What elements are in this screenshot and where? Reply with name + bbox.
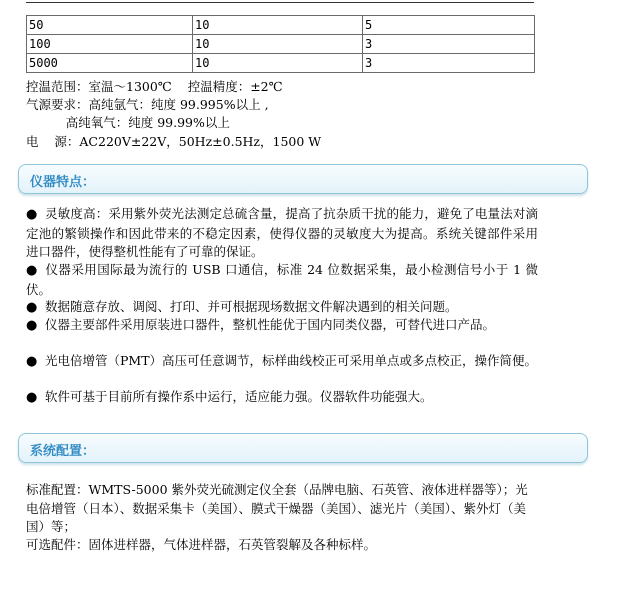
- feature-item: [26, 388, 538, 408]
- power-spec: 电 源：AC220V±22V，50Hz±0.5Hz，1500 W: [26, 134, 322, 149]
- feature-text: 软件可基于目前所有操作系中运行，适应能力强。仪器软件功能强大。: [45, 389, 433, 404]
- gas-requirement-oxygen: 高纯氧气：纯度 99.99%以上: [26, 115, 230, 130]
- feature-item: [26, 316, 538, 336]
- config-section-header: [18, 433, 588, 463]
- config-section-title: 系统配置：: [30, 444, 96, 459]
- feature-text: 光电倍增管（PMT）高压可任意调节，标样曲线校正可采用单点或多点校正，操作简便。: [45, 353, 538, 368]
- bullet-icon: ●: [26, 207, 38, 222]
- feature-item: [26, 298, 538, 318]
- temperature-spec: 控温范围：室温～1300℃ 控温精度：±2℃: [26, 79, 283, 94]
- table-cell: 10: [193, 16, 363, 35]
- feature-text: 灵敏度高：采用紫外荧光法测定总硫含量，提高了抗杂质干扰的能力，避免了电量法对滴定池的繁锁操作和因此带来的不稳定因素，使得仪器的灵敏度大为提高。系统关键部件采用进口器件，使得整机性能有了可靠的保证。: [26, 206, 538, 259]
- feature-item: [26, 352, 538, 372]
- feature-text: 仪器采用国际最为流行的 USB 口通信，标准 24 位数据采集，最小检测信号小于 1 微伏。: [26, 262, 538, 297]
- table-cell: 5000: [27, 54, 193, 73]
- table-row: [27, 54, 535, 73]
- bullet-icon: ●: [26, 318, 38, 333]
- top-rule: [26, 2, 534, 3]
- feature-item: [26, 205, 538, 262]
- table-cell: 3: [363, 54, 535, 73]
- bullet-icon: ●: [26, 390, 38, 405]
- table-row: [27, 35, 535, 54]
- table-cell: 50: [27, 16, 193, 35]
- optional-config: 可选配件：固体进样器，气体进样器，石英管裂解及各种标样。: [26, 537, 377, 552]
- table-cell: 3: [363, 35, 535, 54]
- features-section-header: [18, 164, 588, 194]
- feature-item: [26, 261, 538, 299]
- standard-config: 标准配置：WMTS-5000 紫外荧光硫测定仪全套（品牌电脑、石英管、液体进样器等）；光电倍增管（日本）、数据采集卡（美国）、膜式干燥器（美国）、滤光片（美国）、紫外灯（美国）等；: [26, 482, 528, 534]
- features-section-title: 仪器特点：: [30, 175, 96, 190]
- table-cell: 10: [193, 54, 363, 73]
- bullet-icon: ●: [26, 300, 38, 315]
- parameter-table: [26, 15, 535, 73]
- bullet-icon: ●: [26, 263, 38, 278]
- feature-text: 仪器主要部件采用原装进口器件，整机性能优于国内同类仪器，可替代进口产品。: [45, 317, 496, 332]
- bullet-icon: ●: [26, 354, 38, 369]
- table-cell: 100: [27, 35, 193, 54]
- table-cell: 10: [193, 35, 363, 54]
- table-row: [27, 16, 535, 35]
- feature-text: 数据随意存放、调阅、打印、并可根据现场数据文件解决遇到的相关问题。: [45, 299, 458, 314]
- gas-requirement-argon: 气源要求：高纯氩气：纯度 99.995%以上 ,: [26, 97, 269, 112]
- table-cell: 5: [363, 16, 535, 35]
